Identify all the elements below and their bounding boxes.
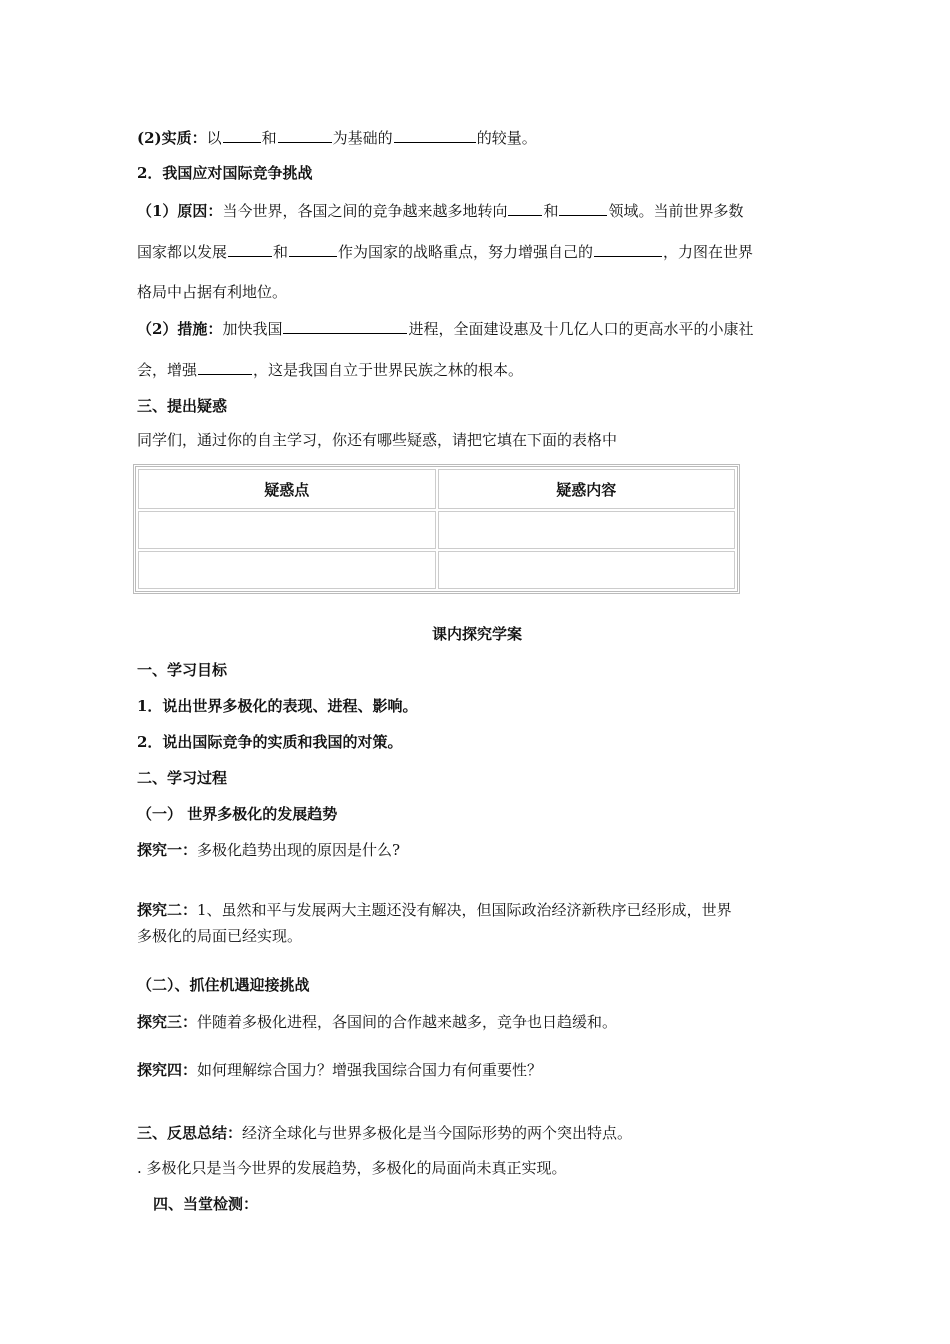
explore-2-cont: 多极化的局面已经实现。: [137, 927, 303, 945]
essence-label: (2)实质：: [137, 129, 207, 147]
measure-line-2: 会，增强 ，这是我国自立于世界民族之林的根本。: [137, 361, 524, 379]
section-heading: 一、学习目标: [137, 661, 228, 679]
measure-label: （2）措施：: [137, 320, 223, 338]
essence-line: (2)实质：以 和 为基础的 的较量。: [137, 129, 537, 147]
doubt-intro: 同学们，通过你的自主学习，你还有哪些疑惑，请把它填在下面的表格中: [137, 431, 618, 449]
subsection-heading: （一） 世界多极化的发展趋势: [137, 805, 338, 823]
table-cell[interactable]: [138, 511, 436, 549]
fill-blank[interactable]: [394, 127, 476, 143]
fill-blank[interactable]: [289, 241, 337, 257]
fill-blank[interactable]: [198, 359, 252, 375]
subsection-heading: （二）、抓住机遇迎接挑战: [137, 976, 310, 994]
doubt-table: [133, 464, 740, 594]
fill-blank[interactable]: [228, 241, 272, 257]
section-heading: 2．我国应对国际竞争挑战: [137, 164, 313, 182]
goal-item: 2．说出国际竞争的实质和我国的对策。: [137, 733, 403, 751]
fill-blank[interactable]: [278, 127, 332, 143]
summary: 三、反思总结：经济全球化与世界多极化是当今国际形势的两个突出特点。: [137, 1124, 633, 1142]
table-cell[interactable]: [138, 551, 436, 589]
measure-line-1: （2）措施：加快我国 进程，全面建设惠及十几亿人口的更高水平的小康社: [137, 320, 754, 338]
reason-line-2: 国家都以发展 和 作为国家的战略重点，努力增强自己的 ，力图在世界: [137, 243, 754, 261]
table-header: 疑惑内容: [438, 469, 736, 509]
section-heading: 二、学习过程: [137, 769, 228, 787]
section-title: 课内探究学案: [431, 625, 522, 643]
fill-blank[interactable]: [559, 200, 607, 216]
section-heading: 四、当堂检测：: [153, 1195, 259, 1213]
reason-label: （1）原因：: [137, 202, 223, 220]
section-heading: 三、提出疑惑: [137, 397, 228, 415]
reason-line-3: 格局中占据有利地位。: [137, 283, 288, 301]
table-cell[interactable]: [438, 511, 736, 549]
explore-4: 探究四：如何理解综合国力？增强我国综合国力有何重要性？: [137, 1061, 543, 1079]
table-cell[interactable]: [438, 551, 736, 589]
fill-blank[interactable]: [594, 241, 662, 257]
goal-item: 1．说出世界多极化的表现、进程、影响。: [137, 697, 418, 715]
fill-blank[interactable]: [223, 127, 261, 143]
explore-2: 探究二：1、虽然和平与发展两大主题还没有解决，但国际政治经济新秩序已经形成，世界: [137, 901, 732, 919]
explore-3: 探究三：伴随着多极化进程，各国间的合作越来越多，竞争也日趋缓和。: [137, 1013, 618, 1031]
fill-blank[interactable]: [283, 318, 407, 334]
fill-blank[interactable]: [508, 200, 542, 216]
reason-line-1: （1）原因：当今世界，各国之间的竞争越来越多地转向 和 领域。当前世界多数: [137, 202, 744, 220]
summary-cont: . 多极化只是当今世界的发展趋势，多极化的局面尚未真正实现。: [137, 1159, 567, 1177]
explore-1: 探究一：多极化趋势出现的原因是什么?: [137, 841, 401, 859]
table-header: 疑惑点: [138, 469, 436, 509]
